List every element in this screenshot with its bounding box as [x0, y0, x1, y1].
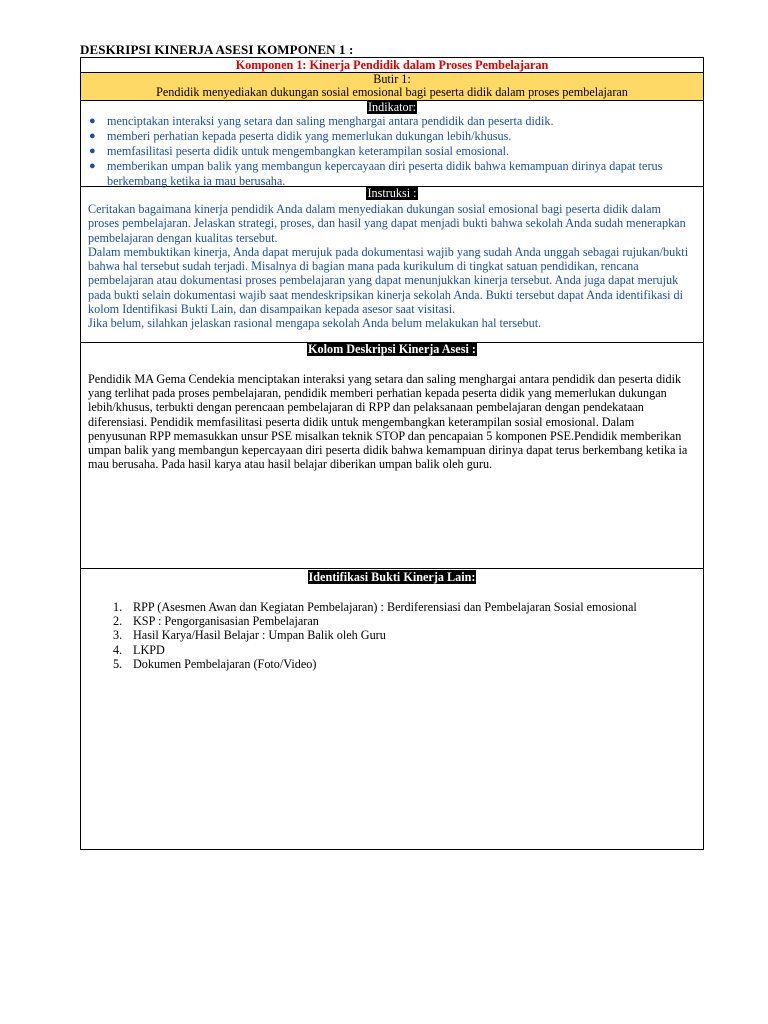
bukti-header: Identifikasi Bukti Kinerja Lain: — [308, 570, 476, 584]
bullet-icon: ● — [89, 115, 96, 127]
indikator-header: Indikator: — [367, 100, 417, 114]
list-item: ● menciptakan interaksi yang setara dan saling menghargai antara pendidik dan peserta didik. — [89, 114, 554, 128]
instruksi-text — [81, 200, 703, 331]
document-title: DESKRIPSI KINERJA ASESI KOMPONEN 1 : — [80, 42, 354, 57]
list-item: 3. Hasil Karya/Hasil Belajar : Umpan Balik oleh Guru — [113, 628, 386, 643]
assessment-form-table — [80, 57, 704, 850]
bullet-icon: ● — [89, 130, 96, 142]
butir-section — [81, 73, 703, 100]
deskripsi-text[interactable]: Pendidik MA Gema Cendekia menciptakan interaksi yang setara dan saling menghargai antara pendidik dan peserta didik yang terlihat pada proses pembelajaran, pendidik memberi perhatian kepada peserta didik yang memerlukan dukungan lebih/khusus, terbukti dengan perencaan pembelajaran di RPP dan pelaksanaan pembelajaran dengan pendekataan diferensiasi. Pendidik memfasilitasi peserta didik untuk mengembangkan keterampilan sosial emosional. Dalam penyusunan RPP memasukkan unsur PSE misalkan teknik STOP dan pencapaian 5 komponen PSE.Pendidik memberikan umpan balik yang membangun kepercayaan diri peserta didik bahwa kemampuan dirinya dapat terus berkembang ketika ia mau berusaha. Pada hasil karya atau hasil belajar diberikan umpan balik oleh guru. — [88, 372, 688, 472]
list-item: ● memberi perhatian kepada peserta didik yang memerlukan dukungan lebih/khusus. — [89, 129, 512, 143]
list-item: ● memberikan umpan balik yang membangun kepercayaan diri peserta didik bahwa kemampuan dirinya dapat terus berkembang ketika ia mau berusaha. — [89, 159, 663, 188]
bullet-icon: ● — [89, 145, 96, 157]
instruksi-section — [81, 187, 703, 343]
list-item: 1. RPP (Asesmen Awan dan Kegiatan Pembelajaran) : Berdiferensiasi dan Pembelajaran Sosial emosional — [113, 600, 637, 614]
instruksi-paragraph: Ceritakan bagaimana kinerja pendidik Anda dalam menyediakan dukungan sosial emosional bagi peserta didik dalam proses pembelajaran. Jelaskan strategi, proses, dan hasil yang dapat menjadi bukti bahwa sekolah Anda sudah menerapkan pembelajaran dengan kualitas tersebut. — [88, 202, 686, 245]
deskripsi-header: Kolom Deskripsi Kinerja Asesi : — [308, 342, 476, 356]
bukti-list — [81, 600, 703, 671]
indikator-section — [81, 100, 703, 187]
list-item: 4. LKPD — [113, 642, 165, 657]
component-header: Komponen 1: Kinerja Pendidik dalam Proses Pembelajaran — [81, 58, 703, 73]
list-item: 5. Dokumen Pembelajaran (Foto/Video) — [113, 656, 317, 671]
butir-text: Pendidik menyediakan dukungan sosial emosional bagi peserta didik dalam proses pembelajaran — [156, 85, 628, 99]
deskripsi-section — [81, 343, 703, 569]
instruksi-paragraph: Dalam membuktikan kinerja, Anda dapat merujuk pada dokumentasi wajib yang sudah Anda unggah sebagai rujukan/bukti bahwa hal tersebut sudah terjadi. Misalnya di bagian mana pada kurikulum di tingkat satuan pendidikan, rencana pembelajaran atau dokumentasi proses pembelajaran yang dapat menunjukkan kinerja tersebut. Anda juga dapat merujuk pada bukti selain dokumentasi wajib saat mendeskripsikan kinerja sekolah Anda. Bukti tersebut dapat Anda identifikasi di kolom Identifikasi Bukti Lain, dan disampaikan kepada asesor saat visitasi. — [88, 244, 689, 317]
instruksi-paragraph: Jika belum, silahkan jelaskan rasional mengapa sekolah Anda belum melakukan hal tersebut. — [88, 316, 542, 331]
indikator-list — [81, 114, 703, 189]
bullet-icon: ● — [89, 160, 96, 172]
list-item: ● memfasilitasi peserta didik untuk mengembangkan keterampilan sosial emosional. — [89, 144, 510, 158]
list-item: 2. KSP : Pengorganisasian Pembelajaran — [113, 614, 319, 629]
instruksi-header: Instruksi : — [367, 186, 417, 200]
butir-label: Butir 1: — [373, 72, 411, 86]
bukti-section — [81, 569, 703, 849]
